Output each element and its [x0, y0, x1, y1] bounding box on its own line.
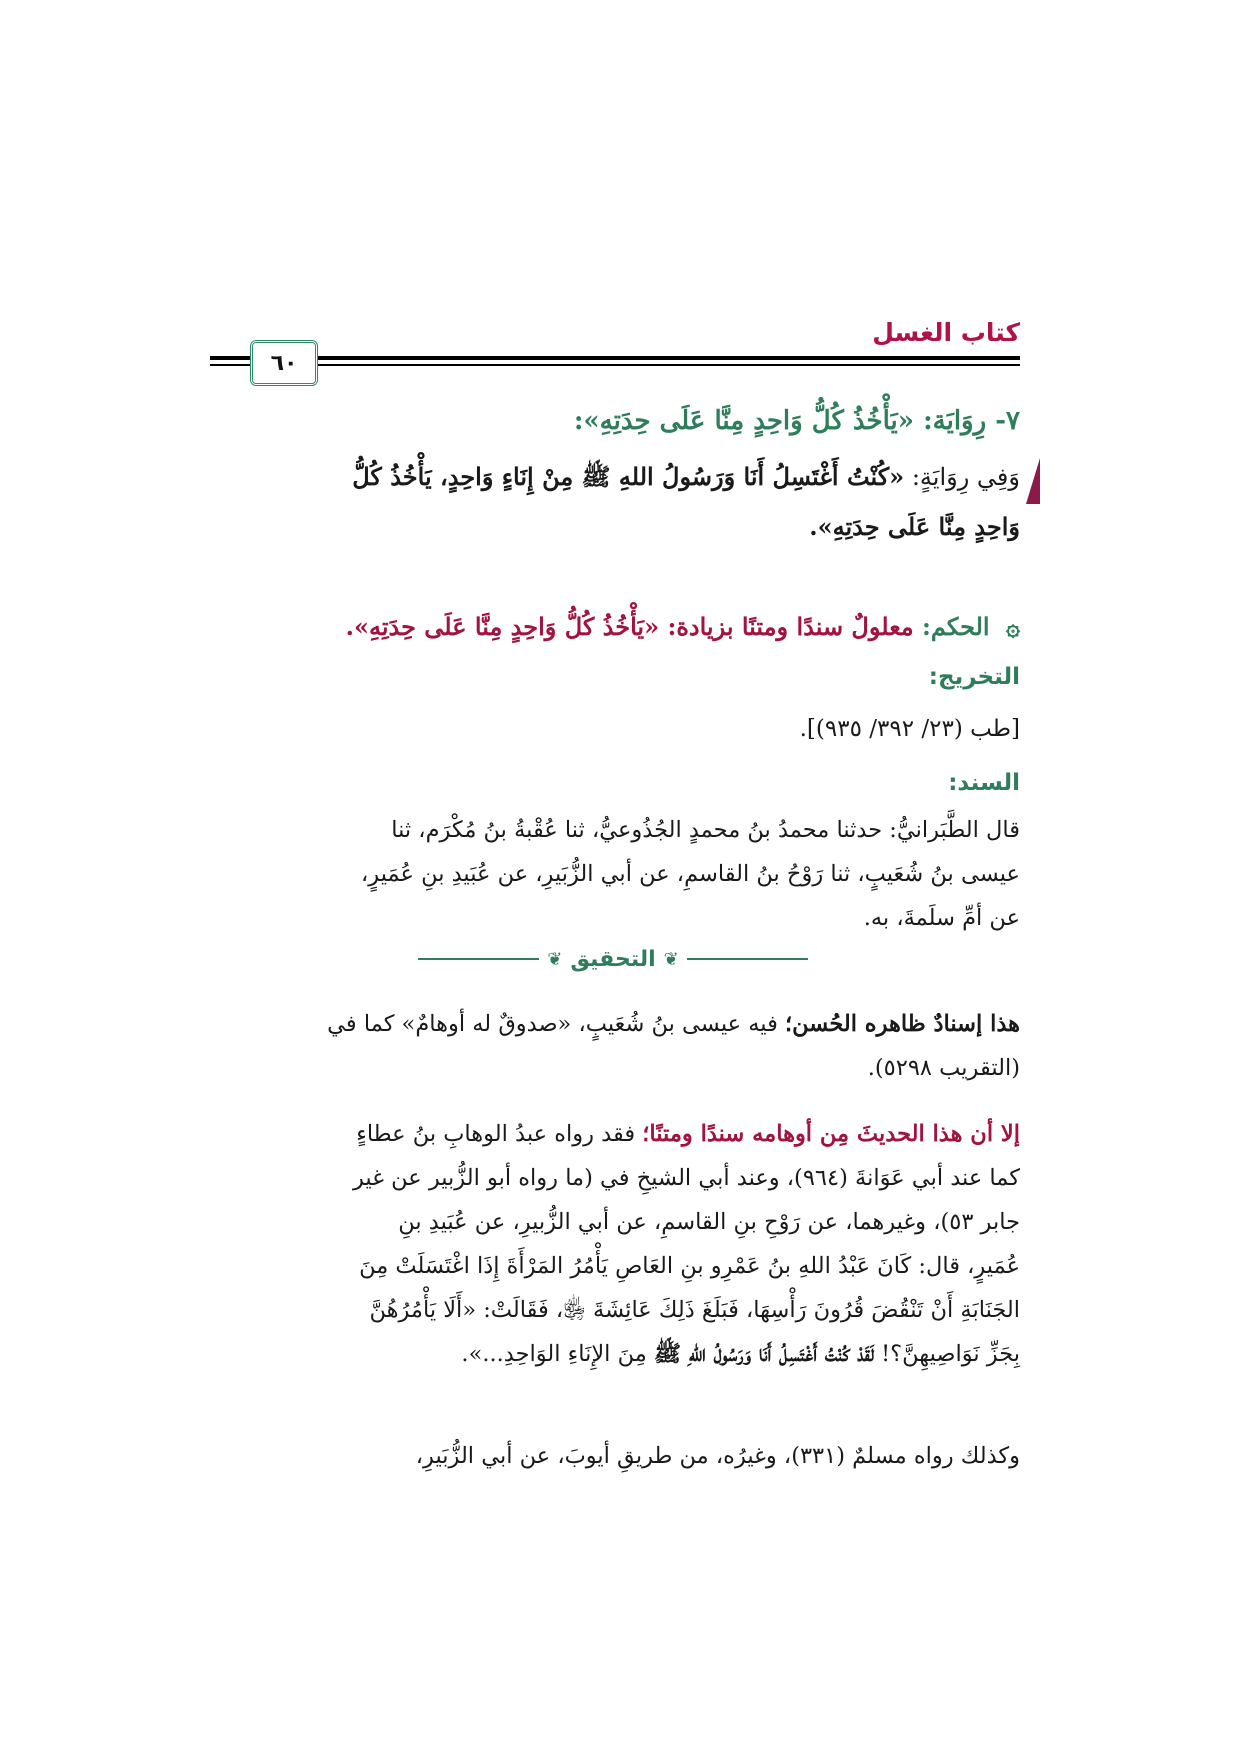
sanad-paragraph	[220, 808, 1020, 940]
scroll-ornament-icon: ❦	[547, 948, 563, 970]
tahqiq-paragraph-2: إلا أن هذا الحديثَ مِن أوهامه سندًا ومتنًا؛ فقد رواه عبدُ الوهابِ بنُ عطاءٍ كما عند أبي عَوَانةَ (٩٦٤)، وعند أبي الشيخِ في (ما رواه أبو الزُّبير عن غير جابر ٥٣)، وغيرهما، عن رَوْحِ بنِ القاسمِ، عن أبي الزُّبيرِ، عن عُبَيدِ بنِ عُمَيرٍ، قال: كَانَ عَبْدُ اللهِ بنُ عَمْرِو بنِ العَاصِ يَأْمُرُ المَرْأَةَ إِذَا اغْتَسَلَتْ مِنَ الجَنَابَةِ أَنْ تَنْقُضَ قُرُونَ رَأْسِهَا، فَبَلَغَ ذَلِكَ عَائِشَةَ ﵂، فَقَالَتْ: «أَلَا يَأْمُرُهُنَّ بِجَزِّ نَوَاصِيهِنَّ؟! لَقَدْ كُنْتُ أَغْتَسِلُ أَنَا وَرَسُولُ اللهِ ﷺ مِنَ الإِنَاءِ الوَاحِدِ...».	[353, 1121, 1020, 1367]
narration-hadith-text: «كُنْتُ أَغْتَسِلُ أَنَا وَرَسُولُ اللهِ ﷺ مِنْ إِنَاءٍ وَاحِدٍ، يَأْخُذُ كُلُّ	[352, 462, 905, 491]
tahqiq-verdict: هذا إسنادٌ ظاهره الحُسن؛	[784, 1011, 1020, 1037]
narration-hadith-text-end: وَاحِدٍ مِنَّا عَلَى حِدَتِهِ».	[809, 512, 1020, 541]
divider-bar	[687, 958, 808, 960]
page-number: ٦٠	[270, 350, 298, 376]
verdict-quote: «يَأْخُذُ كُلُّ وَاحِدٍ مِنَّا عَلَى حِدَتِهِ».	[345, 612, 660, 641]
verdict-text: معلولٌ سندًا ومتنًا بزيادة:	[667, 612, 914, 641]
section-number: ٧-	[995, 406, 1020, 436]
narration-prefix: وَفِي رِوَايَةٍ:	[904, 463, 1020, 491]
takhrij-reference: [طب (٢٣/ ٣٩٢/ ٩٣٥)].	[799, 716, 1020, 742]
header-rule-thin	[210, 364, 1020, 366]
narration-paragraph	[220, 452, 1020, 552]
flower-ornament-icon: ۞	[1005, 613, 1020, 641]
narration-line	[220, 502, 1020, 552]
page-header	[210, 318, 1020, 382]
page-number-frame	[250, 340, 318, 386]
corner-ornament	[1026, 458, 1040, 504]
scroll-ornament-icon: ❦	[663, 948, 679, 970]
takhrij-heading: التخريج:	[928, 664, 1020, 690]
section-heading	[220, 398, 1020, 444]
section-label: رِوَايَة:	[923, 406, 987, 436]
verdict-label: الحكم:	[922, 612, 990, 641]
sanad-heading: السند:	[948, 770, 1020, 796]
section-divider	[418, 944, 808, 974]
section-quote: «يَأْخُذُ كُلُّ وَاحِدٍ مِنَّا عَلَى حِدَتِهِ»:	[573, 406, 914, 436]
tahqiq-paragraph-1: هذا إسنادٌ ظاهره الحُسن؛ فيه عيسى بنُ شُعَيبٍ، «صدوقٌ له أوهامٌ» كما في (التقريب ٥٢٩٨).	[327, 1011, 1020, 1081]
verdict-line	[220, 604, 1020, 650]
narration-line	[220, 452, 1020, 502]
divider-title: التحقيق	[570, 946, 656, 972]
sanad-line: قال الطَّبَرانيُّ: حدثنا محمدُ بنُ محمدٍ الجُذُوعيُّ، ثنا عُقْبةُ بنُ مُكْرَم، ثنا	[391, 817, 1020, 843]
tahqiq-paragraph-3: وكذلك رواه مسلمٌ (٣٣١)، وغيرُه، من طريقِ أيوبَ، عن أبي الزُّبَيرِ،	[415, 1443, 1020, 1469]
divider-bar	[418, 958, 539, 960]
sanad-line: عن أمِّ سلَمةَ، به.	[863, 905, 1020, 931]
header-rule-thick	[210, 356, 1020, 360]
sanad-line: عيسى بنُ شُعَيبٍ، ثنا رَوْحُ بنُ القاسمِ، عن أبي الزُّبَيرِ، عن عُبَيدِ بنِ عُمَيرٍ،	[361, 861, 1020, 887]
hadith-quote: لَقَدْ كُنْتُ أَغْتَسِلُ أَنَا وَرَسُولُ اللهِ ﷺ	[653, 1341, 874, 1367]
running-title: كتاب الغسل	[872, 318, 1020, 347]
tahqiq-highlight: إلا أن هذا الحديثَ مِن أوهامه سندًا ومتنًا؛	[642, 1121, 1020, 1147]
